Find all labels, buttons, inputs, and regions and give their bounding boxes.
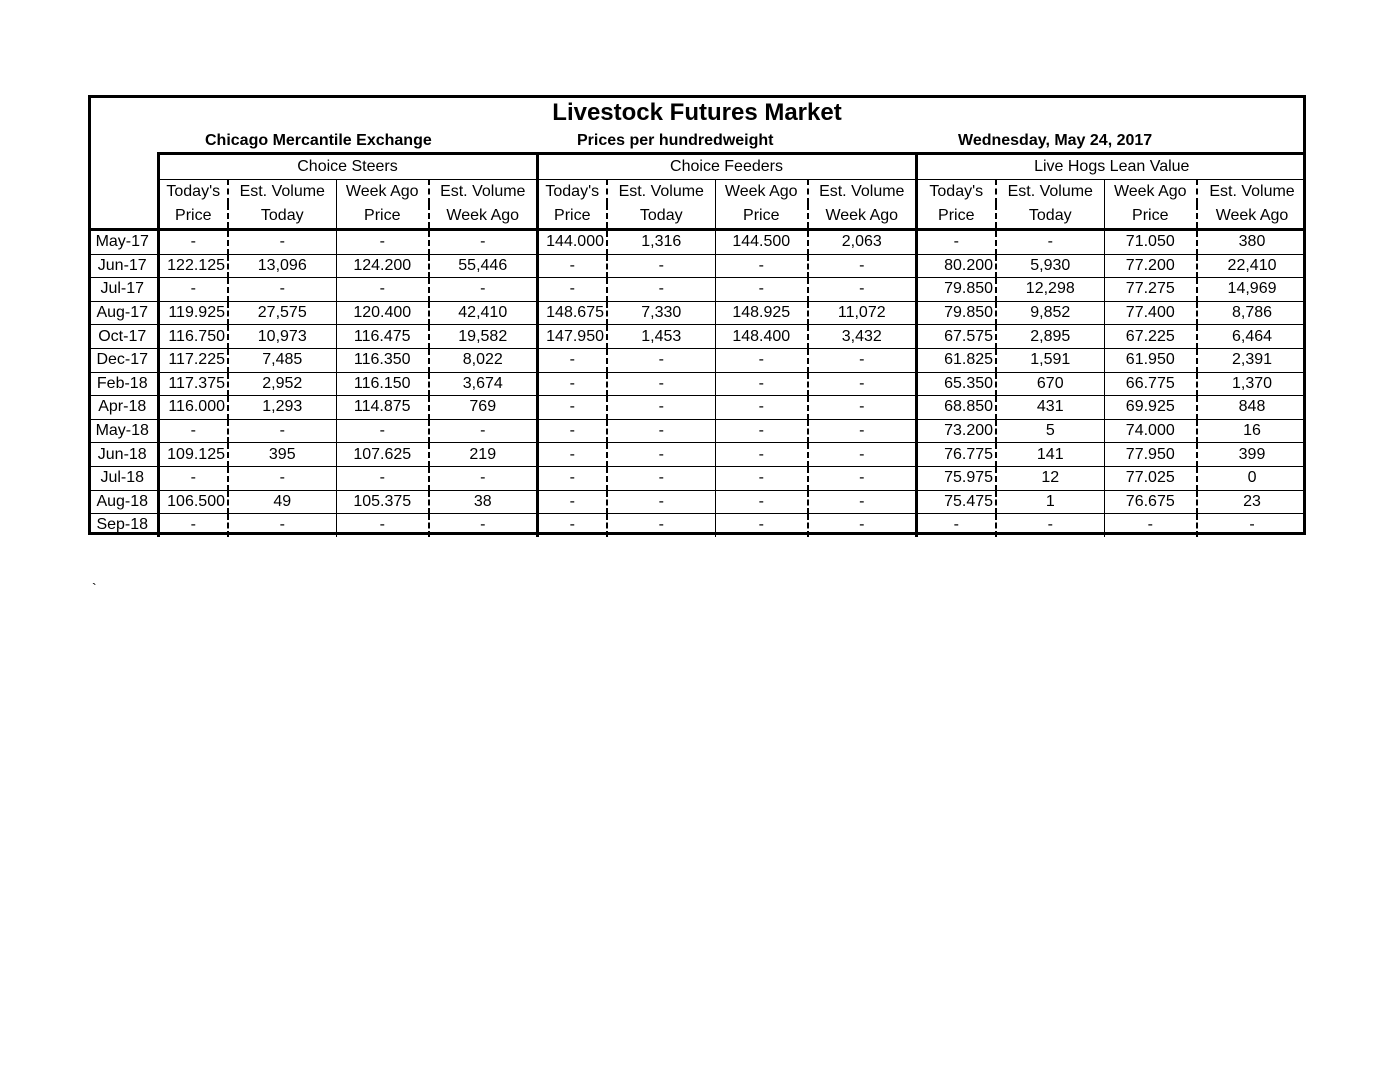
- table-cell: -: [715, 254, 808, 278]
- table-cell: -: [537, 278, 607, 302]
- table-cell: 1,316: [607, 230, 715, 255]
- table-row: [88, 325, 1306, 349]
- table-cell: 12,298: [996, 278, 1104, 302]
- table-cell: 7,330: [607, 301, 715, 325]
- column-header: Week Ago: [1104, 180, 1197, 205]
- table-cell: 77.950: [1104, 443, 1197, 467]
- table-cell: -: [715, 490, 808, 514]
- table-cell: -: [607, 396, 715, 420]
- table-cell: 2,391: [1197, 348, 1306, 372]
- column-header: Today: [228, 204, 336, 230]
- group-header: Choice Feeders: [537, 154, 916, 180]
- column-header: Today's: [158, 180, 228, 205]
- column-header: Price: [1104, 204, 1197, 230]
- table-cell: 395: [228, 443, 336, 467]
- table-cell: -: [607, 443, 715, 467]
- table-cell: 107.625: [336, 443, 429, 467]
- table-cell: 77.400: [1104, 301, 1197, 325]
- table-cell: -: [1104, 514, 1197, 537]
- table-cell: -: [808, 419, 916, 443]
- table-cell: 75.475: [916, 490, 996, 514]
- table-cell: -: [429, 419, 537, 443]
- table-row: [88, 419, 1306, 443]
- table-cell: 5: [996, 419, 1104, 443]
- table-cell: 27,575: [228, 301, 336, 325]
- table-cell: -: [607, 466, 715, 490]
- table-cell: 76.775: [916, 443, 996, 467]
- table-cell: -: [607, 490, 715, 514]
- table-cell: 148.925: [715, 301, 808, 325]
- contract-month: Jun-18: [88, 443, 158, 467]
- futures-table: [88, 152, 1306, 537]
- column-header: Est. Volume: [996, 180, 1104, 205]
- table-cell: 1,453: [607, 325, 715, 349]
- table-cell: 80.200: [916, 254, 996, 278]
- table-row: [88, 514, 1306, 537]
- table-cell: 116.350: [336, 348, 429, 372]
- table-cell: 1,591: [996, 348, 1104, 372]
- table-cell: 2,063: [808, 230, 916, 255]
- table-cell: 431: [996, 396, 1104, 420]
- table-cell: 49: [228, 490, 336, 514]
- table-cell: -: [996, 514, 1104, 537]
- table-cell: 12: [996, 466, 1104, 490]
- table-cell: -: [607, 372, 715, 396]
- table-cell: -: [158, 419, 228, 443]
- exchange-name: Chicago Mercantile Exchange: [205, 132, 432, 149]
- table-cell: 148.675: [537, 301, 607, 325]
- table-cell: -: [715, 419, 808, 443]
- table-cell: -: [1197, 514, 1306, 537]
- table-cell: -: [607, 348, 715, 372]
- table-cell: -: [715, 278, 808, 302]
- table-cell: -: [715, 372, 808, 396]
- table-cell: 2,952: [228, 372, 336, 396]
- table-cell: 23: [1197, 490, 1306, 514]
- table-cell: -: [808, 278, 916, 302]
- table-row: [88, 466, 1306, 490]
- column-header: Est. Volume: [808, 180, 916, 205]
- table-cell: 116.750: [158, 325, 228, 349]
- table-cell: -: [996, 230, 1104, 255]
- table-cell: -: [228, 230, 336, 255]
- table-cell: 65.350: [916, 372, 996, 396]
- column-header: Est. Volume: [1197, 180, 1306, 205]
- table-cell: -: [537, 372, 607, 396]
- table-cell: -: [158, 514, 228, 537]
- table-cell: 11,072: [808, 301, 916, 325]
- table-cell: -: [715, 443, 808, 467]
- column-header: Price: [158, 204, 228, 230]
- table-cell: 105.375: [336, 490, 429, 514]
- table-cell: 122.125: [158, 254, 228, 278]
- table-cell: 106.500: [158, 490, 228, 514]
- table-cell: 77.025: [1104, 466, 1197, 490]
- column-header: Week Ago: [336, 180, 429, 205]
- table-cell: 1,370: [1197, 372, 1306, 396]
- contract-month: Oct-17: [88, 325, 158, 349]
- column-header: Today: [996, 204, 1104, 230]
- table-cell: 68.850: [916, 396, 996, 420]
- table-cell: 61.825: [916, 348, 996, 372]
- table-cell: 66.775: [1104, 372, 1197, 396]
- table-cell: 670: [996, 372, 1104, 396]
- table-cell: 76.675: [1104, 490, 1197, 514]
- table-cell: 8,022: [429, 348, 537, 372]
- table-row: [88, 230, 1306, 255]
- table-cell: 144.000: [537, 230, 607, 255]
- table-cell: 9,852: [996, 301, 1104, 325]
- column-header: Week Ago: [1197, 204, 1306, 230]
- table-row: [88, 490, 1306, 514]
- contract-month: Jul-17: [88, 278, 158, 302]
- table-cell: -: [537, 254, 607, 278]
- table-row: [88, 301, 1306, 325]
- table-cell: 13,096: [228, 254, 336, 278]
- table-row: [88, 396, 1306, 420]
- table-cell: 61.950: [1104, 348, 1197, 372]
- table-cell: -: [336, 466, 429, 490]
- table-cell: -: [808, 396, 916, 420]
- table-cell: -: [429, 514, 537, 537]
- column-header: Price: [916, 204, 996, 230]
- table-cell: -: [537, 419, 607, 443]
- group-header: Choice Steers: [158, 154, 537, 180]
- table-cell: -: [808, 490, 916, 514]
- table-cell: 119.925: [158, 301, 228, 325]
- table-cell: -: [228, 466, 336, 490]
- table-cell: 141: [996, 443, 1104, 467]
- table-cell: 114.875: [336, 396, 429, 420]
- table-cell: -: [158, 466, 228, 490]
- table-cell: -: [715, 396, 808, 420]
- column-header: Week Ago: [715, 180, 808, 205]
- contract-month: Aug-17: [88, 301, 158, 325]
- table-cell: 848: [1197, 396, 1306, 420]
- table-cell: 3,432: [808, 325, 916, 349]
- table-cell: -: [537, 514, 607, 537]
- table-cell: 6,464: [1197, 325, 1306, 349]
- table-cell: 79.850: [916, 278, 996, 302]
- table-cell: 7,485: [228, 348, 336, 372]
- table-cell: 8,786: [1197, 301, 1306, 325]
- table-cell: 55,446: [429, 254, 537, 278]
- table-cell: -: [158, 230, 228, 255]
- corner-cell: [88, 154, 158, 180]
- table-cell: -: [228, 419, 336, 443]
- column-header: Today: [607, 204, 715, 230]
- table-cell: 77.275: [1104, 278, 1197, 302]
- table-cell: 74.000: [1104, 419, 1197, 443]
- contract-month: Apr-18: [88, 396, 158, 420]
- table-cell: 42,410: [429, 301, 537, 325]
- column-header: Est. Volume: [429, 180, 537, 205]
- table-cell: 148.400: [715, 325, 808, 349]
- table-cell: 117.225: [158, 348, 228, 372]
- table-row: [88, 443, 1306, 467]
- table-cell: 67.225: [1104, 325, 1197, 349]
- table-cell: 14,969: [1197, 278, 1306, 302]
- table-cell: -: [429, 466, 537, 490]
- stray-mark: `: [92, 580, 97, 596]
- table-cell: 75.975: [916, 466, 996, 490]
- table-cell: -: [808, 466, 916, 490]
- table-cell: 769: [429, 396, 537, 420]
- report-date: Wednesday, May 24, 2017: [958, 132, 1153, 149]
- contract-month: Feb-18: [88, 372, 158, 396]
- column-header: Today's: [537, 180, 607, 205]
- contract-month: Sep-18: [88, 514, 158, 537]
- table-cell: -: [537, 443, 607, 467]
- table-cell: 380: [1197, 230, 1306, 255]
- group-header: Live Hogs Lean Value: [916, 154, 1306, 180]
- table-cell: -: [808, 348, 916, 372]
- table-cell: 120.400: [336, 301, 429, 325]
- contract-month: May-17: [88, 230, 158, 255]
- column-header: Price: [336, 204, 429, 230]
- table-cell: -: [916, 230, 996, 255]
- table-cell: -: [228, 514, 336, 537]
- table-row: [88, 372, 1306, 396]
- table-cell: -: [537, 466, 607, 490]
- contract-month: May-18: [88, 419, 158, 443]
- table-cell: -: [916, 514, 996, 537]
- page-title: Livestock Futures Market: [552, 99, 842, 126]
- table-cell: 399: [1197, 443, 1306, 467]
- table-cell: -: [808, 443, 916, 467]
- price-unit-note: Prices per hundredweight: [577, 132, 774, 149]
- table-cell: -: [336, 278, 429, 302]
- table-cell: -: [537, 396, 607, 420]
- table-cell: 38: [429, 490, 537, 514]
- table-cell: -: [158, 278, 228, 302]
- table-cell: 10,973: [228, 325, 336, 349]
- table-cell: -: [228, 278, 336, 302]
- table-cell: 117.375: [158, 372, 228, 396]
- table-cell: -: [336, 230, 429, 255]
- table-cell: -: [607, 514, 715, 537]
- table-cell: -: [715, 466, 808, 490]
- table-row: [88, 254, 1306, 278]
- column-header: Price: [537, 204, 607, 230]
- table-cell: 116.475: [336, 325, 429, 349]
- table-cell: 67.575: [916, 325, 996, 349]
- table-cell: 77.200: [1104, 254, 1197, 278]
- table-cell: -: [715, 514, 808, 537]
- table-cell: 116.150: [336, 372, 429, 396]
- table-cell: -: [429, 230, 537, 255]
- column-header: Today's: [916, 180, 996, 205]
- table-cell: -: [607, 278, 715, 302]
- table-row: [88, 348, 1306, 372]
- contract-month: Jun-17: [88, 254, 158, 278]
- table-cell: 16: [1197, 419, 1306, 443]
- table-cell: 1,293: [228, 396, 336, 420]
- contract-month: Jul-18: [88, 466, 158, 490]
- table-row: [88, 278, 1306, 302]
- table-cell: 73.200: [916, 419, 996, 443]
- table-cell: 109.125: [158, 443, 228, 467]
- table-cell: 69.925: [1104, 396, 1197, 420]
- table-cell: -: [607, 419, 715, 443]
- table-cell: 124.200: [336, 254, 429, 278]
- contract-month: Dec-17: [88, 348, 158, 372]
- table-cell: 1: [996, 490, 1104, 514]
- table-cell: -: [808, 372, 916, 396]
- table-cell: 71.050: [1104, 230, 1197, 255]
- table-cell: -: [808, 514, 916, 537]
- column-header: Week Ago: [429, 204, 537, 230]
- table-cell: -: [607, 254, 715, 278]
- table-cell: 147.950: [537, 325, 607, 349]
- table-cell: -: [808, 254, 916, 278]
- column-header: Est. Volume: [228, 180, 336, 205]
- table-cell: -: [429, 278, 537, 302]
- table-cell: -: [715, 348, 808, 372]
- table-cell: 79.850: [916, 301, 996, 325]
- table-cell: -: [537, 348, 607, 372]
- contract-month: Aug-18: [88, 490, 158, 514]
- table-cell: 116.000: [158, 396, 228, 420]
- table-cell: 219: [429, 443, 537, 467]
- table-cell: 5,930: [996, 254, 1104, 278]
- table-cell: 22,410: [1197, 254, 1306, 278]
- futures-table-frame: [88, 95, 1306, 535]
- table-cell: -: [537, 490, 607, 514]
- table-cell: 19,582: [429, 325, 537, 349]
- column-header: Price: [715, 204, 808, 230]
- column-header: Week Ago: [808, 204, 916, 230]
- table-cell: 0: [1197, 466, 1306, 490]
- table-cell: -: [336, 514, 429, 537]
- column-header: Est. Volume: [607, 180, 715, 205]
- table-cell: 144.500: [715, 230, 808, 255]
- table-cell: -: [336, 419, 429, 443]
- table-cell: 2,895: [996, 325, 1104, 349]
- table-cell: 3,674: [429, 372, 537, 396]
